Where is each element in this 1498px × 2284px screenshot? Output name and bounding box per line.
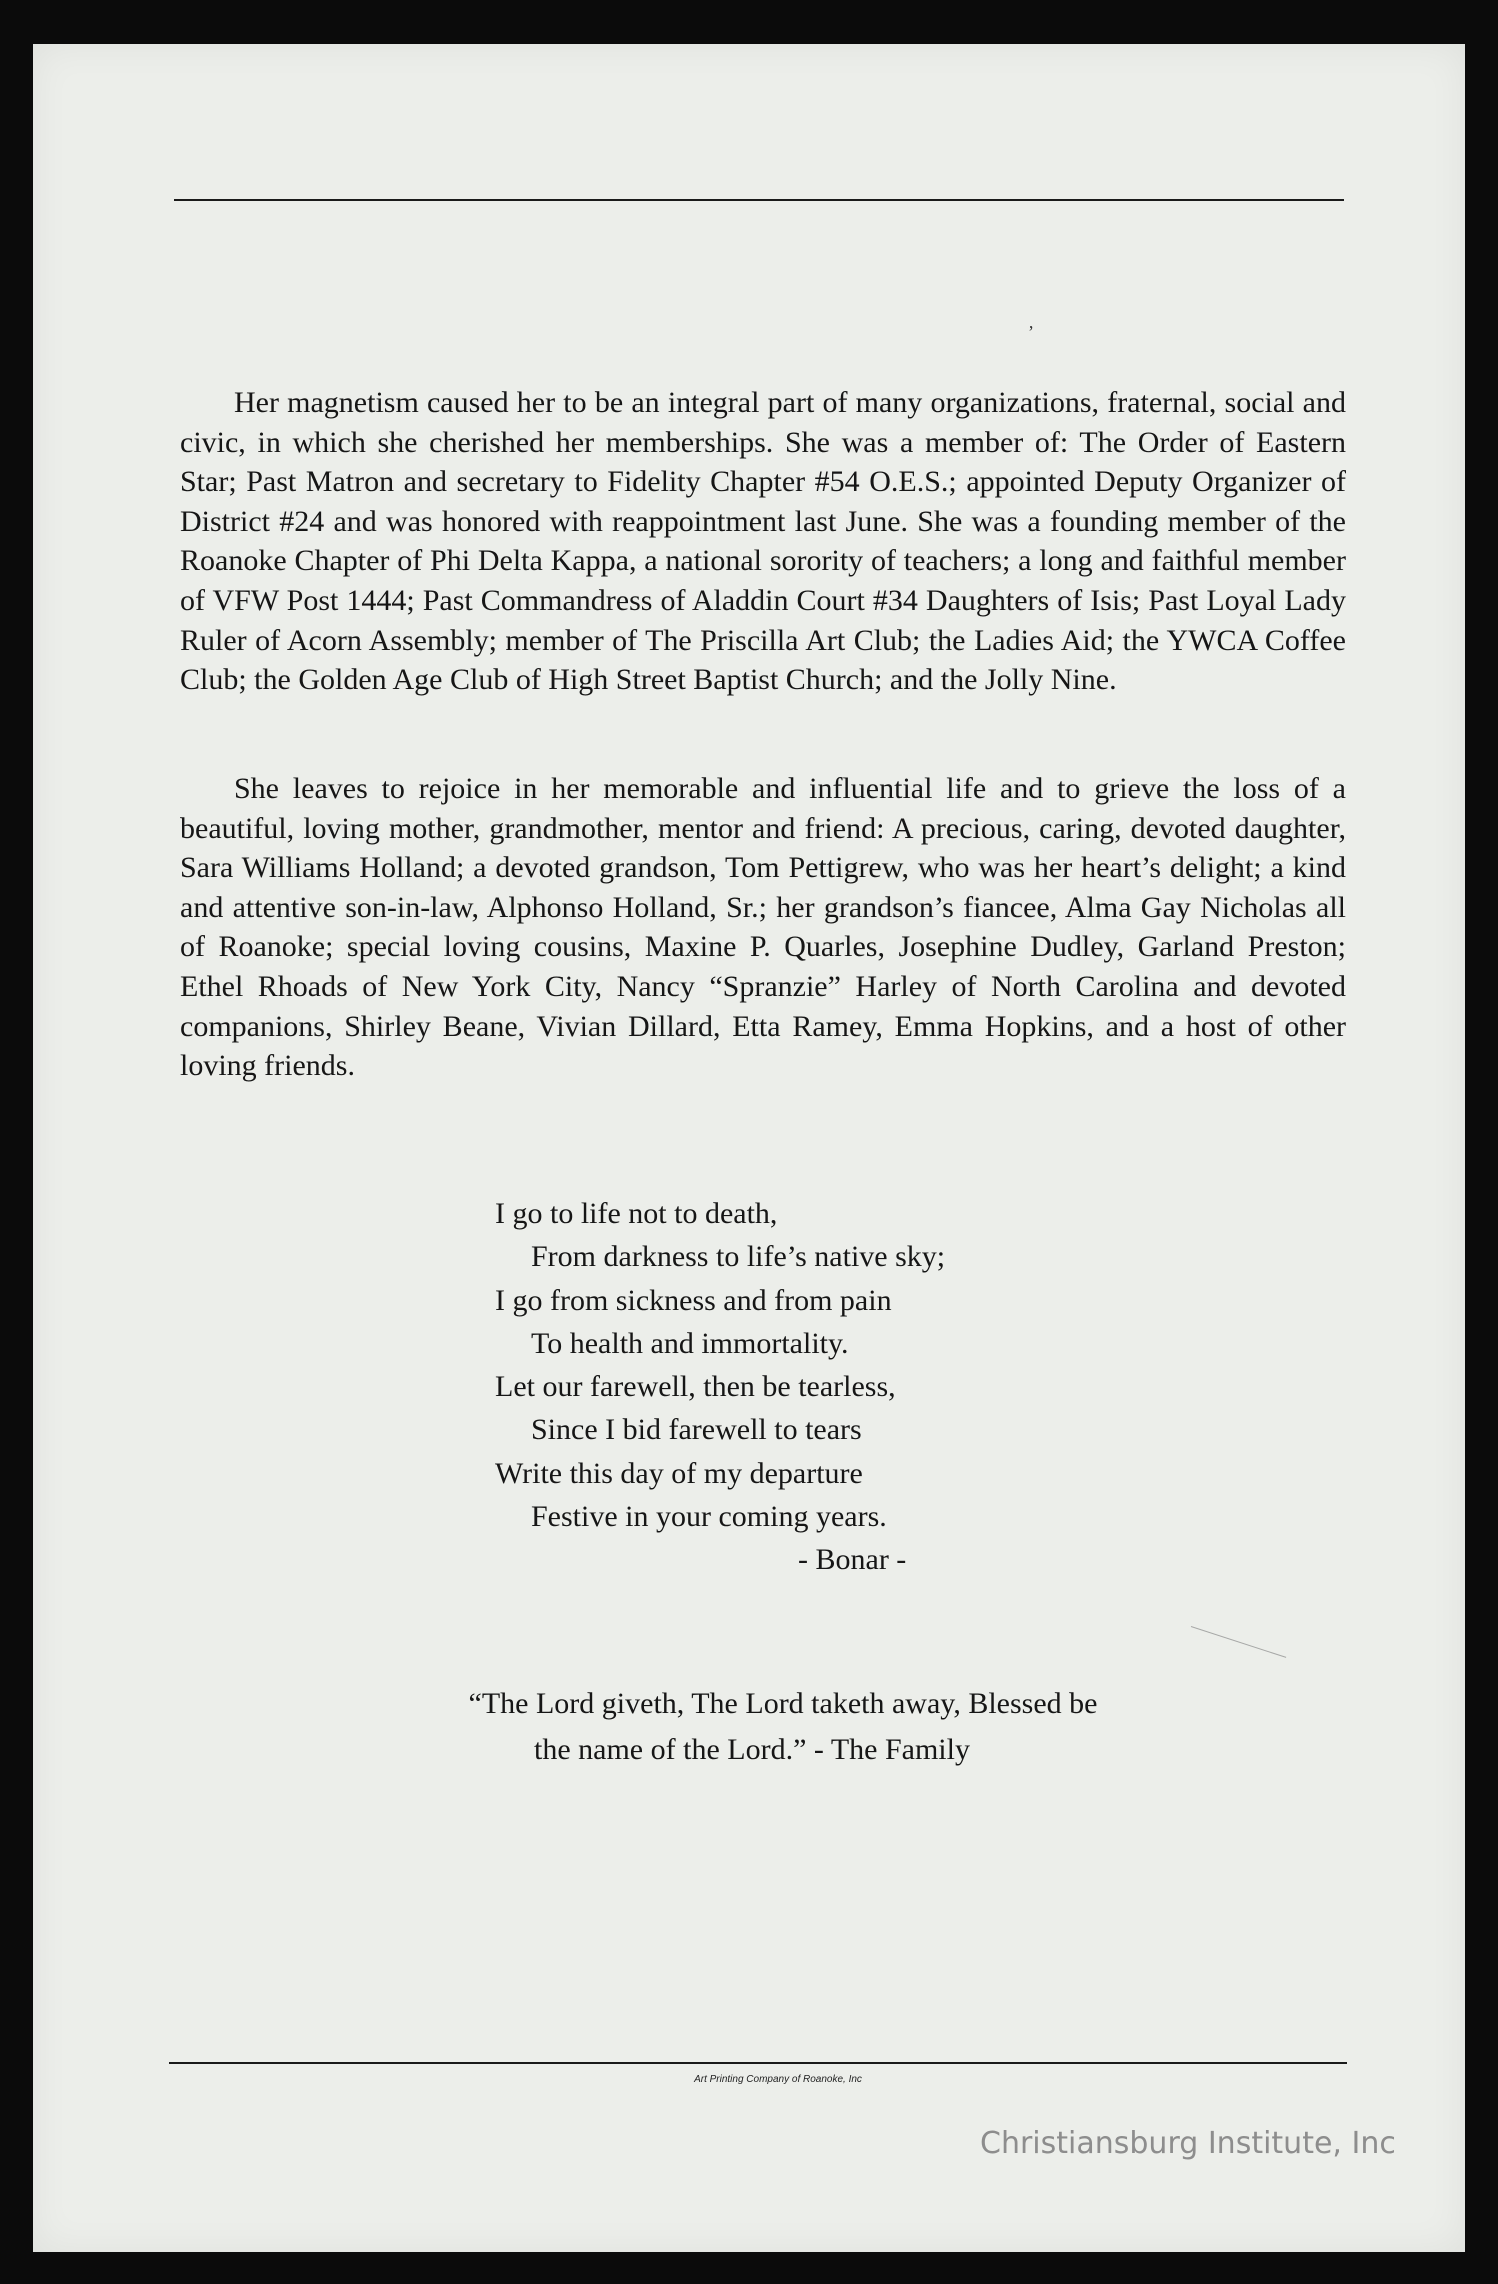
bottom-rule <box>169 2062 1347 2064</box>
closing-quote <box>333 1681 1233 1773</box>
stray-ink-mark: ’ <box>1028 322 1034 342</box>
closing-quote-line-1: “The Lord giveth, The Lord taketh away, Blessed be <box>468 1687 1098 1720</box>
poem-line: From darkness to life’s native sky; <box>531 1240 946 1274</box>
poem-line: Festive in your coming years. <box>531 1500 887 1534</box>
poem-line: To health and immortality. <box>531 1326 849 1360</box>
poem-line: Since I bid farewell to tears <box>531 1413 862 1447</box>
poem-line: I go to life not to death, <box>495 1197 778 1230</box>
poem-line: I go from sickness and from pain <box>495 1283 892 1317</box>
paragraph-survivors: She leaves to rejoice in her memorable and influential life and to grieve the loss of a beautiful, loving mother, grandmother, mentor and friend: A precious, caring, devoted daughter, Sara Williams Holland; a devoted grandson, Tom Pettigrew, who was her heart’s delight; a kind and attentive son-in-law, Alphonso Holland, Sr.; her grandson’s fiancee, Alma Gay Nicholas all of Roanoke; special loving cousins, Maxine P. Quarles, Josephine Dudley, Garland Preston; Ethel Rhoads of New York City, Nancy “Spranzie” Harley of North Carolina and devoted companions, Shirley Beane, Vivian Dillard, Etta Ramey, Emma Hopkins, and a host of other loving friends. <box>180 772 1346 1083</box>
poem <box>495 1192 1095 1582</box>
top-rule <box>174 199 1344 201</box>
poem-attribution: - Bonar - <box>798 1543 907 1577</box>
poem-line: Let our farewell, then be tearless, <box>495 1370 896 1404</box>
printer-credit: Art Printing Company of Roanoke, Inc <box>694 2074 862 2085</box>
document-page <box>33 44 1465 2252</box>
paper-scratch <box>1191 1626 1286 1658</box>
closing-quote-line-2: the name of the Lord.” - The Family <box>534 1733 970 1766</box>
poem-line: Write this day of my departure <box>495 1456 863 1490</box>
paragraph-memberships: Her magnetism caused her to be an integral part of many organizations, fraternal, social and civic, in which she cherished her memberships. She was a member of: The Order of Eastern Star; Past Matron and secretary to Fidelity Chapter #54 O.E.S.; appointed Deputy Organizer of District #24 and was honored with reappointment last June. She was a founding member of the Roanoke Chapter of Phi Delta Kappa, a national sorority of teachers; a long and faithful member of VFW Post 1444; Past Commandress of Aladdin Court #34 Daughters of Isis; Past Loyal Lady Ruler of Acorn Assembly; member of The Priscilla Art Club; the Ladies Aid; the YWCA Coffee Club; the Golden Age Club of High Street Baptist Church; and the Jolly Nine. <box>180 386 1346 697</box>
watermark: Christiansburg Institute, Inc <box>980 2126 1396 2161</box>
